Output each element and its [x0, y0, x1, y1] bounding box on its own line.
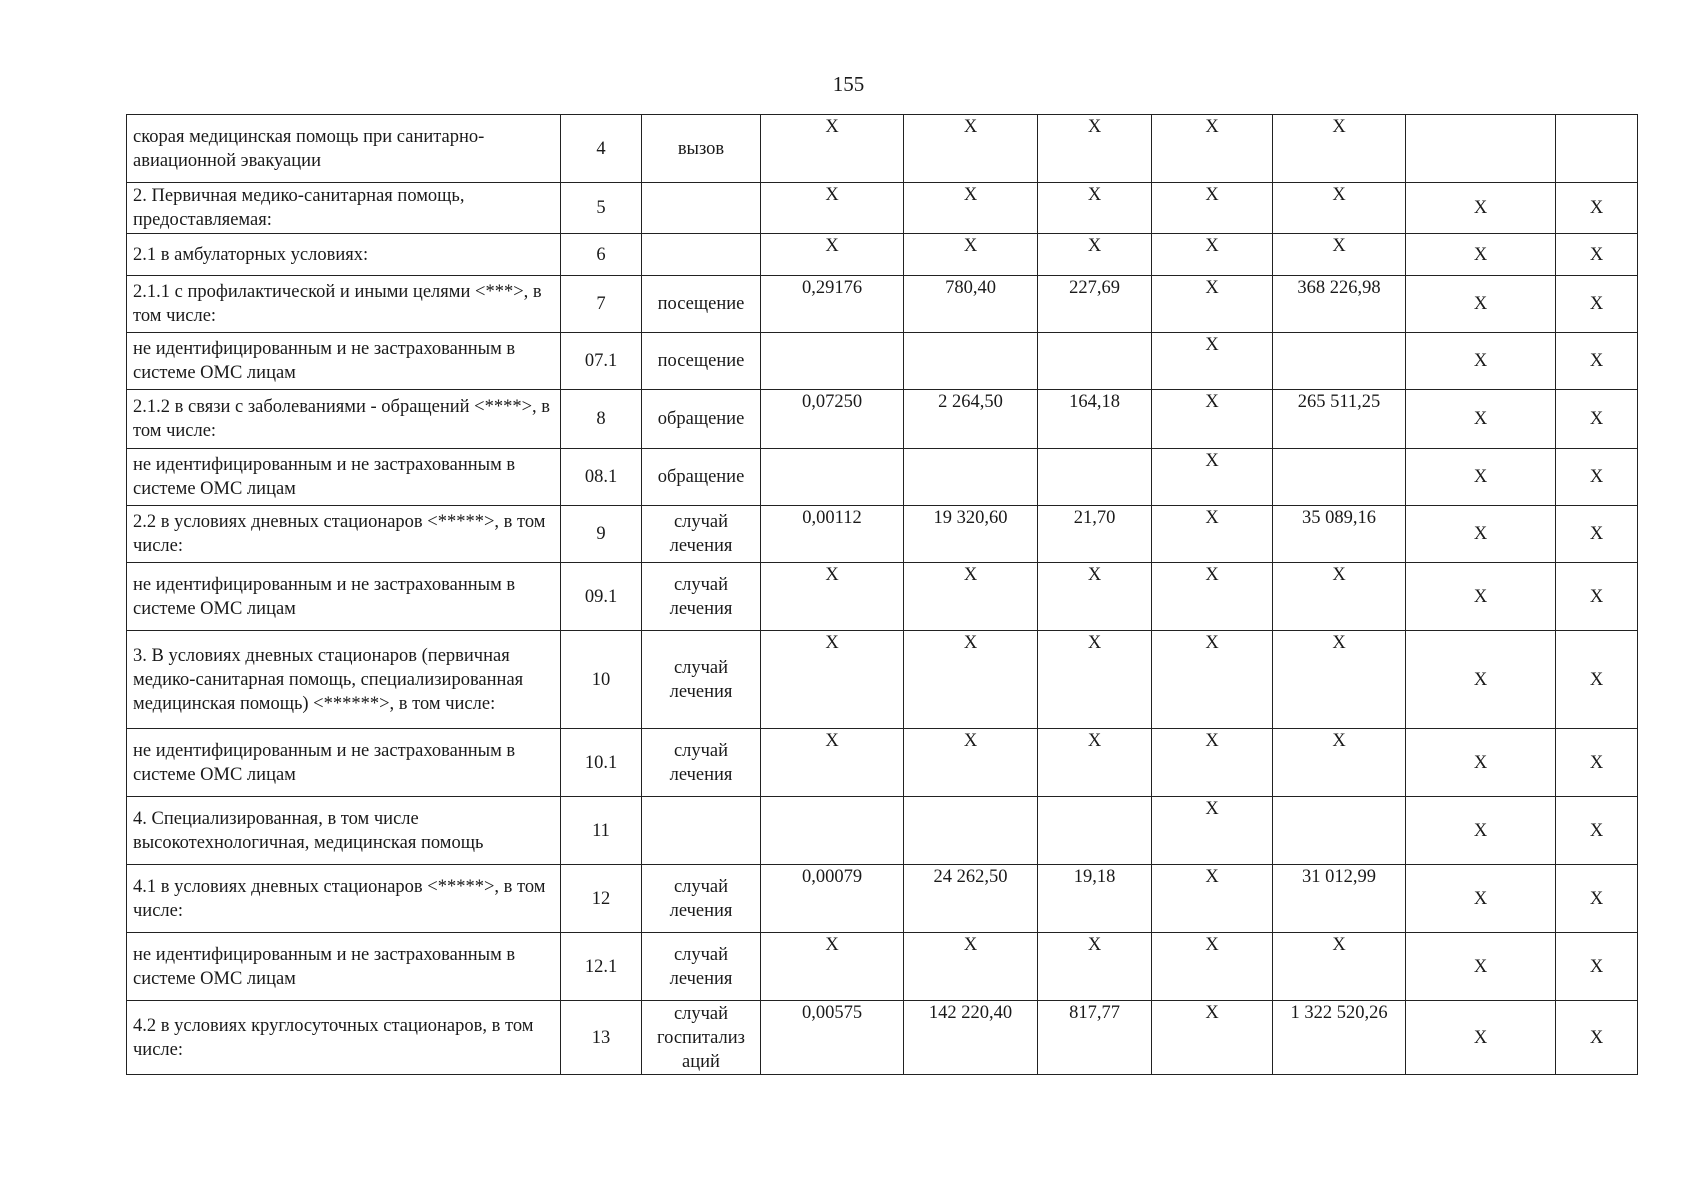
table-row [127, 276, 1638, 333]
value-cell-3 [1038, 333, 1152, 390]
row-label: скорая медицинская помощь при санитарно-авиационной эвакуации [127, 115, 561, 183]
value-cell-3: X [1038, 631, 1152, 729]
value-cell-1: X [761, 563, 904, 631]
value-cell-1 [761, 797, 904, 865]
value-cell-7: X [1556, 865, 1638, 933]
row-label: не идентифицированным и не застрахованным в системе ОМС лицам [127, 449, 561, 506]
value-cell-7: X [1556, 933, 1638, 1001]
value-cell-2: X [904, 234, 1038, 276]
row-number: 13 [561, 1001, 642, 1075]
value-cell-4: X [1152, 333, 1273, 390]
row-number: 6 [561, 234, 642, 276]
value-cell-5: X [1273, 563, 1406, 631]
table-row [127, 449, 1638, 506]
value-cell-3: X [1038, 933, 1152, 1001]
table-row [127, 115, 1638, 183]
row-number: 5 [561, 183, 642, 234]
table-row [127, 506, 1638, 563]
row-label: 4.2 в условиях круглосуточных стационаров, в том числе: [127, 1001, 561, 1075]
value-cell-6: X [1406, 276, 1556, 333]
row-label: 2.1.1 с профилактической и иными целями <***>, в том числе: [127, 276, 561, 333]
unit-cell: случай лечения [642, 563, 761, 631]
table-row [127, 333, 1638, 390]
value-cell-2: X [904, 115, 1038, 183]
unit-cell: обращение [642, 390, 761, 449]
value-cell-6: X [1406, 797, 1556, 865]
value-cell-2: X [904, 729, 1038, 797]
value-cell-5: X [1273, 183, 1406, 234]
value-cell-5: 35 089,16 [1273, 506, 1406, 563]
row-number: 07.1 [561, 333, 642, 390]
row-label: 2.1 в амбулаторных условиях: [127, 234, 561, 276]
value-cell-6: X [1406, 183, 1556, 234]
value-cell-6: X [1406, 449, 1556, 506]
value-cell-3: 164,18 [1038, 390, 1152, 449]
value-cell-5: X [1273, 933, 1406, 1001]
value-cell-4: X [1152, 506, 1273, 563]
value-cell-6 [1406, 115, 1556, 183]
value-cell-2: 19 320,60 [904, 506, 1038, 563]
row-number: 10.1 [561, 729, 642, 797]
value-cell-2: 2 264,50 [904, 390, 1038, 449]
table-row [127, 1001, 1638, 1075]
table-row [127, 631, 1638, 729]
value-cell-1: X [761, 729, 904, 797]
value-cell-4: X [1152, 729, 1273, 797]
value-cell-4: X [1152, 276, 1273, 333]
row-number: 11 [561, 797, 642, 865]
value-cell-1: X [761, 631, 904, 729]
value-cell-7: X [1556, 276, 1638, 333]
table-body [127, 115, 1638, 1075]
value-cell-2: X [904, 563, 1038, 631]
value-cell-6: X [1406, 631, 1556, 729]
row-label: не идентифицированным и не застрахованным в системе ОМС лицам [127, 333, 561, 390]
data-table [126, 114, 1638, 1075]
unit-cell [642, 234, 761, 276]
table-row [127, 933, 1638, 1001]
value-cell-4: X [1152, 865, 1273, 933]
row-number: 9 [561, 506, 642, 563]
value-cell-6: X [1406, 1001, 1556, 1075]
unit-cell: случай лечения [642, 933, 761, 1001]
value-cell-4: X [1152, 933, 1273, 1001]
value-cell-3: 817,77 [1038, 1001, 1152, 1075]
unit-cell: посещение [642, 333, 761, 390]
value-cell-1 [761, 333, 904, 390]
unit-cell: посещение [642, 276, 761, 333]
value-cell-6: X [1406, 234, 1556, 276]
value-cell-6: X [1406, 390, 1556, 449]
value-cell-1: 0,00079 [761, 865, 904, 933]
value-cell-7: X [1556, 797, 1638, 865]
value-cell-4: X [1152, 183, 1273, 234]
value-cell-3: 227,69 [1038, 276, 1152, 333]
value-cell-2: 142 220,40 [904, 1001, 1038, 1075]
value-cell-6: X [1406, 865, 1556, 933]
value-cell-7: X [1556, 333, 1638, 390]
value-cell-2 [904, 449, 1038, 506]
unit-cell: обращение [642, 449, 761, 506]
unit-cell: вызов [642, 115, 761, 183]
value-cell-1: X [761, 234, 904, 276]
row-number: 08.1 [561, 449, 642, 506]
row-number: 8 [561, 390, 642, 449]
value-cell-5 [1273, 333, 1406, 390]
value-cell-4: X [1152, 797, 1273, 865]
value-cell-5: X [1273, 631, 1406, 729]
value-cell-1: 0,00112 [761, 506, 904, 563]
row-number: 12.1 [561, 933, 642, 1001]
value-cell-3: X [1038, 563, 1152, 631]
value-cell-1: 0,07250 [761, 390, 904, 449]
value-cell-2 [904, 797, 1038, 865]
value-cell-3: 21,70 [1038, 506, 1152, 563]
value-cell-6: X [1406, 506, 1556, 563]
value-cell-4: X [1152, 563, 1273, 631]
value-cell-7: X [1556, 563, 1638, 631]
row-number: 12 [561, 865, 642, 933]
value-cell-4: X [1152, 631, 1273, 729]
value-cell-1: X [761, 183, 904, 234]
value-cell-1 [761, 449, 904, 506]
table-row [127, 865, 1638, 933]
row-number: 4 [561, 115, 642, 183]
value-cell-7: X [1556, 234, 1638, 276]
value-cell-4: X [1152, 390, 1273, 449]
row-label: не идентифицированным и не застрахованным в системе ОМС лицам [127, 563, 561, 631]
value-cell-7: X [1556, 506, 1638, 563]
value-cell-6: X [1406, 933, 1556, 1001]
row-label: 4.1 в условиях дневных стационаров <*****>, в том числе: [127, 865, 561, 933]
value-cell-2: 780,40 [904, 276, 1038, 333]
value-cell-2: 24 262,50 [904, 865, 1038, 933]
value-cell-5: X [1273, 234, 1406, 276]
row-number: 09.1 [561, 563, 642, 631]
value-cell-6: X [1406, 563, 1556, 631]
value-cell-7: X [1556, 390, 1638, 449]
table-row [127, 729, 1638, 797]
row-label: 2.2 в условиях дневных стационаров <*****>, в том числе: [127, 506, 561, 563]
value-cell-3 [1038, 449, 1152, 506]
table-row [127, 563, 1638, 631]
value-cell-2: X [904, 631, 1038, 729]
row-label: 3. В условиях дневных стационаров (первичная медико-санитарная помощь, специализированная медицинская помощь) <******>, в том числе: [127, 631, 561, 729]
row-number: 10 [561, 631, 642, 729]
table-row [127, 234, 1638, 276]
value-cell-4: X [1152, 1001, 1273, 1075]
value-cell-5: 368 226,98 [1273, 276, 1406, 333]
value-cell-3: X [1038, 729, 1152, 797]
value-cell-7: X [1556, 1001, 1638, 1075]
value-cell-2: X [904, 183, 1038, 234]
value-cell-4: X [1152, 234, 1273, 276]
value-cell-5: X [1273, 729, 1406, 797]
value-cell-7: X [1556, 449, 1638, 506]
table-row [127, 797, 1638, 865]
value-cell-6: X [1406, 333, 1556, 390]
value-cell-7: X [1556, 631, 1638, 729]
value-cell-3: X [1038, 234, 1152, 276]
value-cell-3: X [1038, 115, 1152, 183]
unit-cell: случай госпитализ аций [642, 1001, 761, 1075]
unit-cell [642, 797, 761, 865]
value-cell-5: X [1273, 115, 1406, 183]
value-cell-5 [1273, 797, 1406, 865]
value-cell-7 [1556, 115, 1638, 183]
table-row [127, 390, 1638, 449]
unit-cell: случай лечения [642, 631, 761, 729]
value-cell-3: 19,18 [1038, 865, 1152, 933]
unit-cell [642, 183, 761, 234]
value-cell-2: X [904, 933, 1038, 1001]
unit-cell: случай лечения [642, 729, 761, 797]
value-cell-3 [1038, 797, 1152, 865]
row-label: 4. Специализированная, в том числе высокотехнологичная, медицинская помощь [127, 797, 561, 865]
value-cell-1: 0,00575 [761, 1001, 904, 1075]
value-cell-5: 265 511,25 [1273, 390, 1406, 449]
row-label: 2.1.2 в связи с заболеваниями - обращений <****>, в том числе: [127, 390, 561, 449]
table-row [127, 183, 1638, 234]
row-label: 2. Первичная медико-санитарная помощь, предоставляемая: [127, 183, 561, 234]
page-number: 155 [832, 72, 865, 96]
row-label: не идентифицированным и не застрахованным в системе ОМС лицам [127, 729, 561, 797]
value-cell-1: X [761, 933, 904, 1001]
value-cell-5: 31 012,99 [1273, 865, 1406, 933]
value-cell-5 [1273, 449, 1406, 506]
value-cell-6: X [1406, 729, 1556, 797]
value-cell-7: X [1556, 729, 1638, 797]
value-cell-7: X [1556, 183, 1638, 234]
value-cell-4: X [1152, 449, 1273, 506]
value-cell-3: X [1038, 183, 1152, 234]
value-cell-5: 1 322 520,26 [1273, 1001, 1406, 1075]
row-label: не идентифицированным и не застрахованным в системе ОМС лицам [127, 933, 561, 1001]
value-cell-1: X [761, 115, 904, 183]
unit-cell: случай лечения [642, 506, 761, 563]
value-cell-1: 0,29176 [761, 276, 904, 333]
value-cell-4: X [1152, 115, 1273, 183]
value-cell-2 [904, 333, 1038, 390]
row-number: 7 [561, 276, 642, 333]
unit-cell: случай лечения [642, 865, 761, 933]
